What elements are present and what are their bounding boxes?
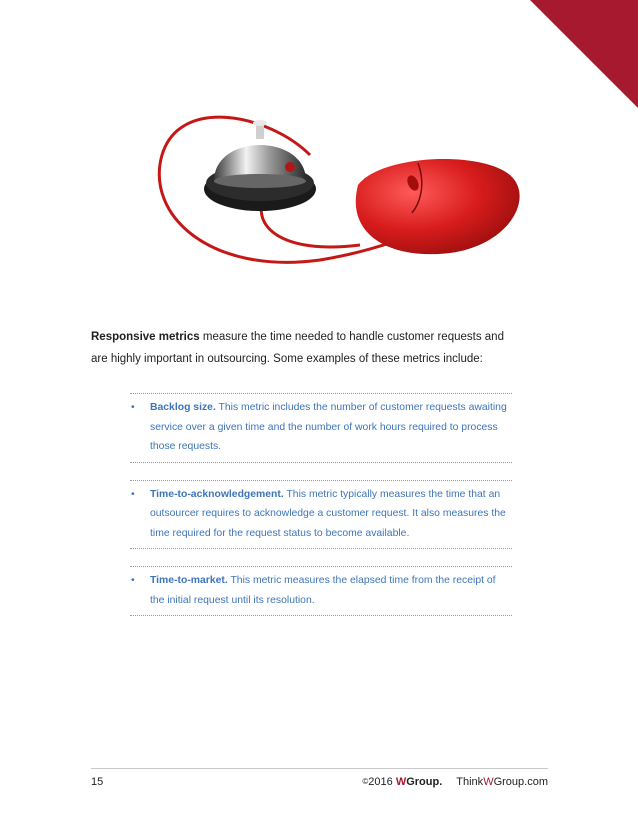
metrics-list [130,393,512,633]
list-item [130,480,512,550]
bullet-text: This metric includes the number of customer requests awaiting service over a given time and the number of work hours required to process those requests. [150,402,507,452]
bullet-marker: • [131,575,135,586]
intro-paragraph [91,326,561,370]
bullet-term: Time-to-market. [150,575,228,586]
service-bell-mouse-image [150,85,550,305]
footer-divider [91,768,548,769]
page-number: 15 [91,776,104,788]
intro-term: Responsive metrics [91,331,200,343]
website [456,776,548,788]
brand-rest: Group. [406,776,443,788]
bullet-marker: • [131,402,135,413]
list-item [130,393,512,463]
copyright-symbol: © [362,777,369,786]
intro-line1: measure the time needed to handle customer requests and [199,331,504,343]
bullet-text: This metric measures the elapsed time from the receipt of the initial request until its resolution. [150,575,496,606]
footer-copyright [362,776,548,788]
intro-line2: are highly important in outsourcing. Some examples of these metrics include: [91,353,483,365]
site-w: W [483,776,494,788]
list-item [130,566,512,616]
brand-name [396,776,442,788]
site-prefix: Think [456,776,484,788]
bullet-term: Time-to-acknowledgement. [150,488,284,500]
bullet-text: This metric typically measures the time that an outsourcer requires to acknowledge a customer request. It also measures the time required for the request status to become available. [150,488,506,539]
site-rest: Group.com [493,776,548,788]
brand-w: W [395,776,407,788]
bullet-term: Backlog size. [150,402,216,413]
copyright-year: 2016 [368,776,393,788]
bullet-marker: • [131,488,135,500]
